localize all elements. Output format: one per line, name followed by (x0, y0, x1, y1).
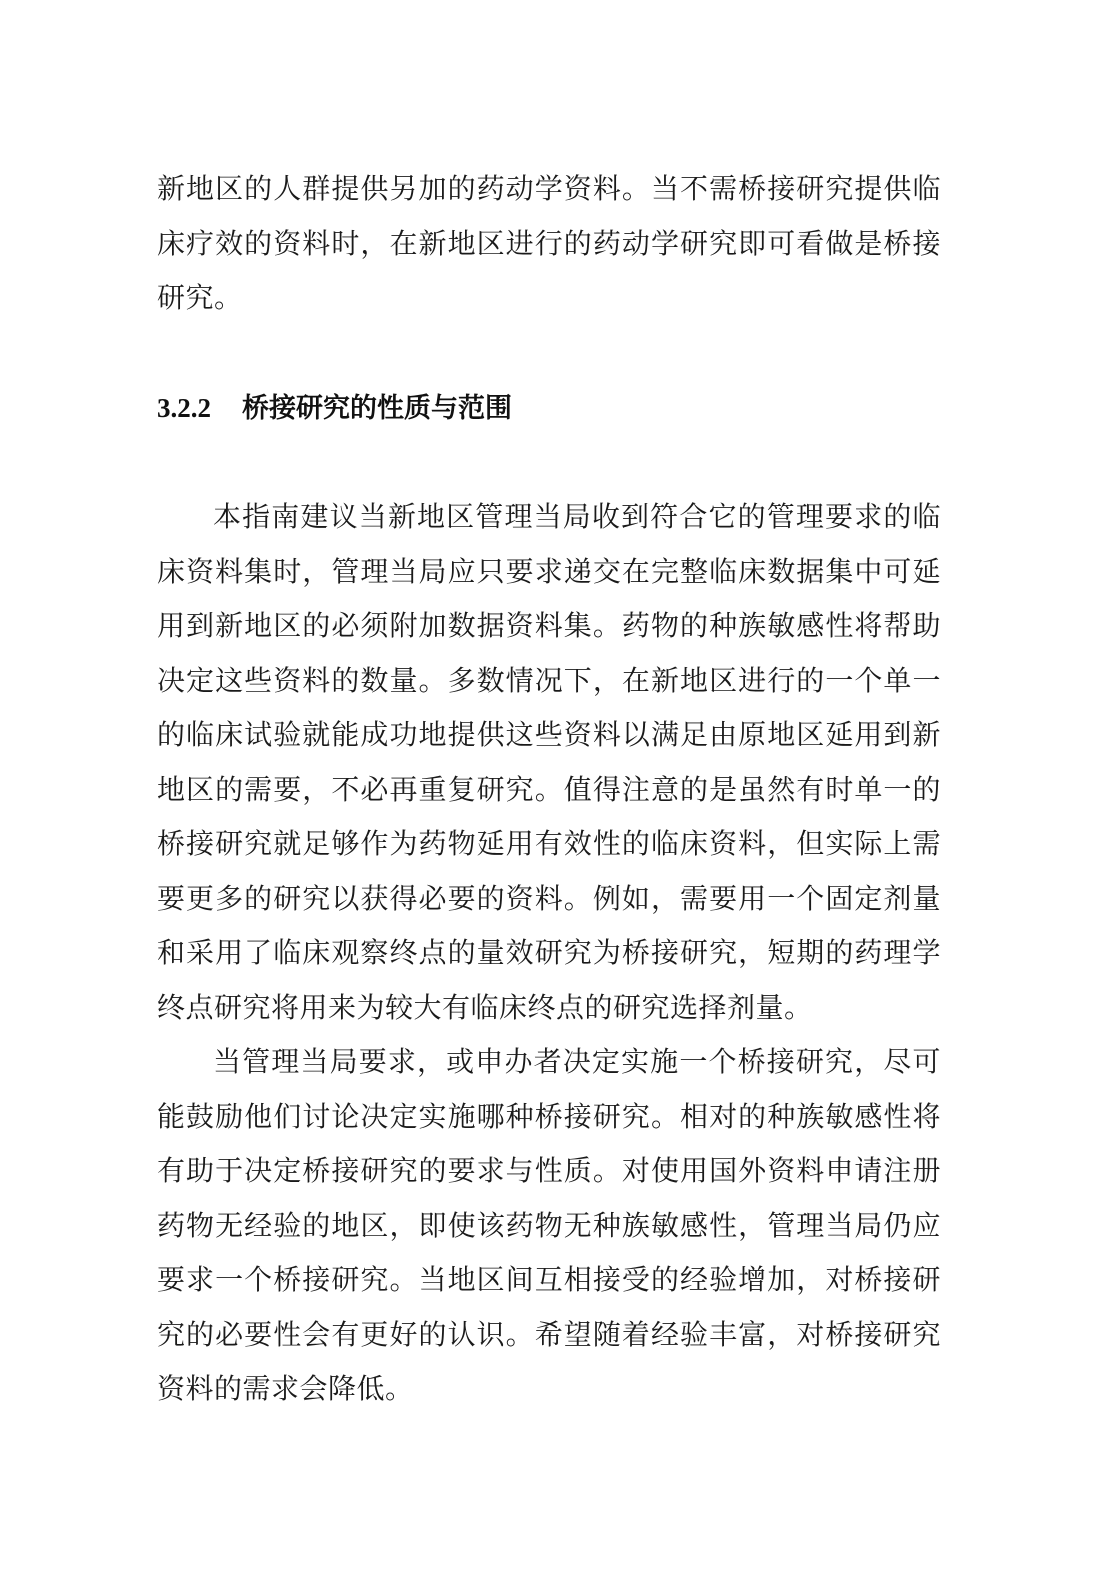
section-title: 桥接研究的性质与范围 (242, 393, 512, 424)
intro-paragraph: 新地区的人群提供另加的药动学资料。当不需桥接研究提供临床疗效的资料时，在新地区进行的药动学研究即可看做是桥接研究。 (157, 172, 941, 314)
intro-paragraph-block (157, 162, 941, 326)
section-heading (157, 386, 512, 425)
body-paragraph-2: 当管理当局要求，或申办者决定实施一个桥接研究，尽可能鼓励他们讨论决定实施哪种桥接研究。相对的种族敏感性将有助于决定桥接研究的要求与性质。对使用国外资料申请注册药物无经验的地区，即使该药物无种族敏感性，管理当局仍应要求一个桥接研究。当地区间互相接受的经验增加，对桥接研究的必要性会有更好的认识。希望随着经验丰富，对桥接研究资料的需求会降低。 (157, 1045, 941, 1405)
section-number: 3.2.2 (157, 393, 211, 423)
body-paragraph-1: 本指南建议当新地区管理当局收到符合它的管理要求的临床资料集时，管理当局应只要求递交在完整临床数据集中可延用到新地区的必须附加数据资料集。药物的种族敏感性将帮助决定这些资料的数量。多数情况下，在新地区进行的一个单一的临床试验就能成功地提供这些资料以满足由原地区延用到新地区的需要，不必再重复研究。值得注意的是虽然有时单一的桥接研究就足够作为药物延用有效性的临床资料，但实际上需要更多的研究以获得必要的资料。例如，需要用一个固定剂量和采用了临床观察终点的量效研究为桥接研究，短期的药理学终点研究将用来为较大有临床终点的研究选择剂量。 (157, 500, 941, 1024)
section-body (157, 490, 941, 1417)
